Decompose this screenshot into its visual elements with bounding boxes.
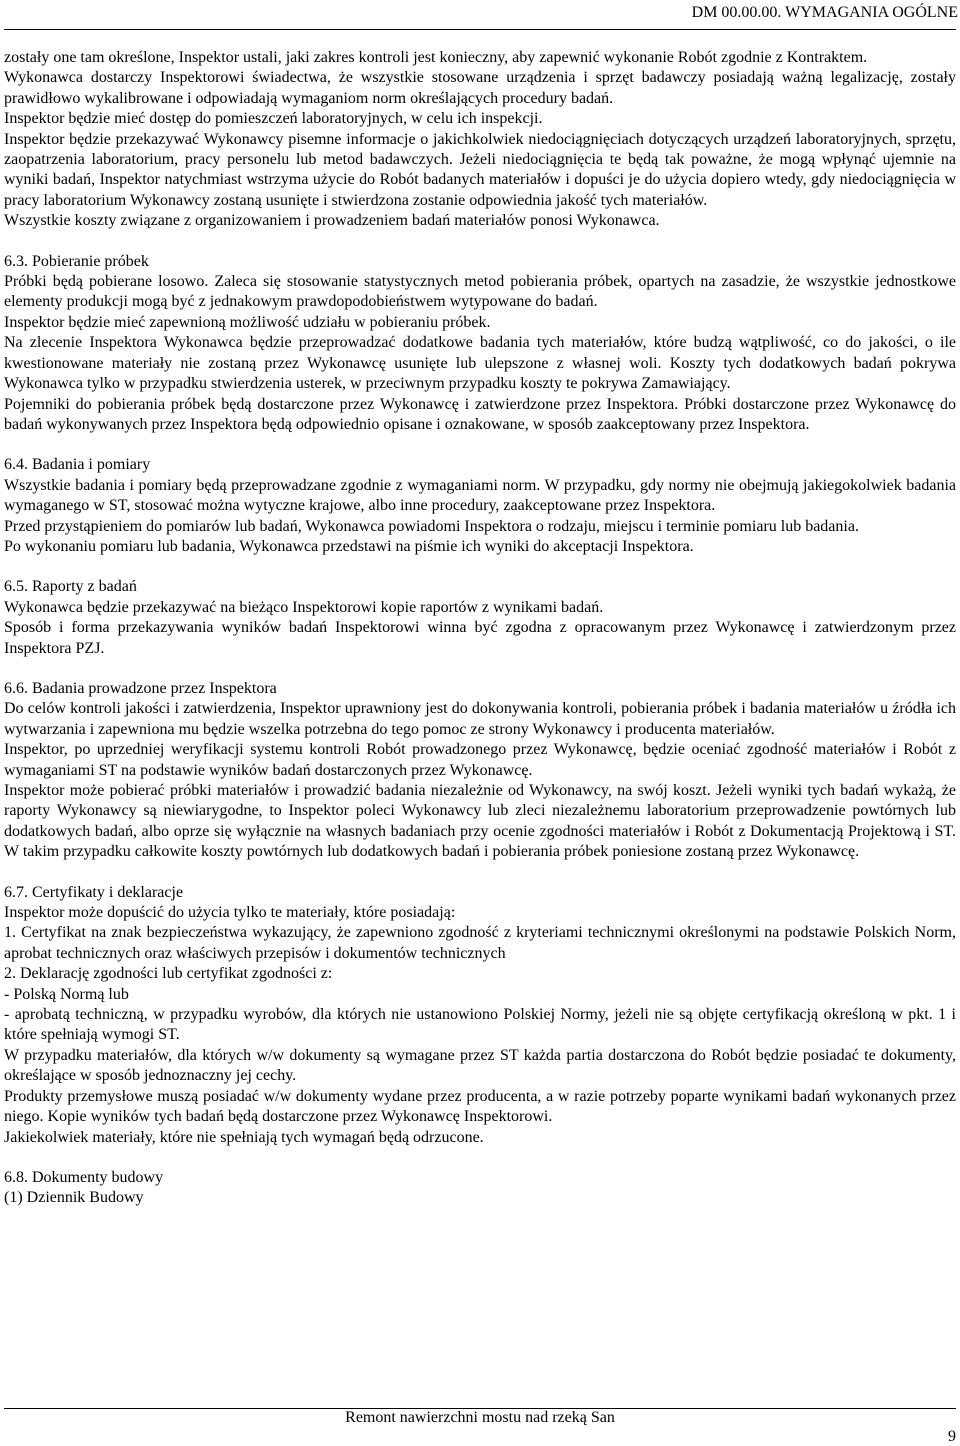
paragraph: Przed przystąpieniem do pomiarów lub badań, Wykonawca powiadomi Inspektora o rodzaju, miejscu i terminie pomiaru lub badania. — [4, 517, 859, 535]
paragraph: Inspektor, po uprzedniej weryfikacji systemu kontroli Robót prowadzonego przez Wykonawcę, będzie oceniać zgodność materiałów i Robót z wymaganiami ST na podstawie wyników badań dostarczonych przez Wykonawcę. — [4, 741, 956, 779]
paragraph: Na zlecenie Inspektora Wykonawca będzie przeprowadzać dodatkowe badania tych materiałów, które budzą wątpliwość, co do jakości, o ile kwestionowane materiały nie zostaną przez Wykonawcę usunięte lub ulepszone z własnej woli. Koszty tych dodatkowych badań pokrywa Wykonawca tylko w przypadku stwierdzenia usterek, w przeciwnym przypadku koszty te pokrywa Zamawiający. — [4, 334, 956, 393]
section-heading-6-6: 6.6. Badania prowadzone przez Inspektora — [4, 679, 277, 697]
header-divider — [4, 29, 956, 30]
paragraph: Inspektor będzie mieć dostęp do pomieszczeń laboratoryjnych, w celu ich inspekcji. — [4, 110, 543, 128]
paragraph: Jakiekolwiek materiały, które nie spełniają tych wymagań będą odrzucone. — [4, 1128, 484, 1146]
paragraph: Wykonawca będzie przekazywać na bieżąco Inspektorowi kopie raportów z wynikami badań. — [4, 598, 604, 616]
list-item: 1. Certyfikat na znak bezpieczeństwa wykazujący, że zapewniono zgodność z kryteriami technicznymi określonymi na podstawie Polskich Norm, aprobat technicznych oraz właściwych przepisów i dokumentów technicznych — [4, 924, 956, 962]
page-number: 9 — [948, 1428, 956, 1445]
list-item: - Polską Normą lub — [4, 985, 129, 1003]
paragraph: Pojemniki do pobierania próbek będą dostarczone przez Wykonawcę i zatwierdzone przez Inspektora. Próbki dostarczone przez Wykonawcę do badań wykonywanych przez Inspektora będą odpowiednio opisane i oznakowane, w sposób zaakceptowany przez Inspektora. — [4, 395, 956, 433]
paragraph: zostały one tam określone, Inspektor ustali, jaki zakres kontroli jest konieczny, aby zapewnić wykonanie Robót zgodnie z Kontraktem. — [4, 49, 868, 66]
paragraph: Wszystkie badania i pomiary będą przeprowadzane zgodnie z wymaganiami norm. W przypadku, gdy normy nie obejmują jakiegokolwiek badania wymaganego w ST, stosować można wytyczne krajowe, albo inne procedury, zaakceptowane przez Inspektora. — [4, 476, 956, 515]
section-heading-6-8: 6.8. Dokumenty budowy — [4, 1168, 164, 1186]
paragraph: Sposób i forma przekazywania wyników badań Inspektorowi winna być zgodna z opracowanym przez Wykonawcę i zatwierdzonym przez Inspektora PZJ. — [4, 619, 956, 657]
paragraph: Produkty przemysłowe muszą posiadać w/w dokumenty wydane przez producenta, a w razie potrzeby poparte wynikami badań wykonanych przez niego. Kopie wyników tych badań będą dostarczone przez Wykonawcę Inspektorowi. — [4, 1087, 956, 1126]
paragraph: Po wykonaniu pomiaru lub badania, Wykonawca przedstawi na piśmie ich wyniki do akceptacji Inspektora. — [4, 537, 694, 555]
paragraph: W przypadku materiałów, dla których w/w dokumenty są wymagane przez ST każda partia dostarczona do Robót będzie posiadać te dokumenty, określające w sposób jednoznaczny jej cechy. — [4, 1046, 956, 1085]
list-item: - aprobatą techniczną, w przypadku wyrobów, dla których nie ustanowiono Polskiej Normy, jeżeli nie są objęte certyfikacją określoną w pkt. 1 i które spełniają wymogi ST. — [4, 1006, 956, 1044]
subsection-heading: (1) Dziennik Budowy — [4, 1189, 144, 1207]
paragraph: Inspektor może pobierać próbki materiałów i prowadzić badania niezależnie od Wykonawcy, na swój koszt. Jeżeli wyniki tych badań wykażą, że raporty Wykonawcy są niewiarygodne, to Inspektor poleci Wykonawcy lub zleci niezależnemu laboratorium przeprowadzenie powtórnych lub dodatkowych badań, albo oprze się wyłącznie na własnych badaniach przy ocenie zgodności materiałów i Robót z Dokumentacją Projektową i ST. W takim przypadku całkowite koszty powtórnych lub dodatkowych badań i pobierania próbek poniesione zostaną przez Wykonawcę. — [4, 782, 956, 861]
paragraph: Do celów kontroli jakości i zatwierdzenia, Inspektor uprawniony jest do dokonywania kontroli, pobierania próbek i badania materiałów u źródła ich wytwarzania i zapewniona mu będzie wszelka potrzebna do tego pomoc ze strony Wykonawcy i producenta materiałów. — [4, 700, 956, 738]
paragraph: Próbki będą pobierane losowo. Zaleca się stosowanie statystycznych metod pobierania próbek, opartych na zasadzie, że wszystkie jednostkowe elementy produkcji mogą być z jednakowym prawdopodobieństwem wytypowane do badań. — [4, 273, 956, 311]
paragraph: Wykonawca dostarczy Inspektorowi świadectwa, że wszystkie stosowane urządzenia i sprzęt badawczy posiadają ważną legalizację, zostały prawidłowo wykalibrowane i odpowiadają wymaganiom norm określających procedury badań. — [4, 69, 956, 107]
paragraph: Inspektor będzie przekazywać Wykonawcy pisemne informacje o jakichkolwiek niedociągnięciach dotyczących urządzeń laboratoryjnych, sprzętu, zaopatrzenia laboratorium, pracy personelu lub metod badawczych. Jeżeli niedociągnięcia te będą tak poważne, że mogą wpłynąć ujemnie na wyniki badań, Inspektor natychmiast wstrzyma użycie do Robót badanych materiałów i dopuści je do użycia dopiero wtedy, gdy niedociągnięcia w pracy laboratorium Wykonawcy zostaną usunięte i stwierdzona zostanie odpowiednia jakość tych materiałów. — [4, 130, 956, 209]
list-item: 2. Deklarację zgodności lub certyfikat zgodności z: — [4, 965, 333, 983]
paragraph: Inspektor może dopuścić do użycia tylko te materiały, które posiadają: — [4, 904, 456, 922]
running-header: DM 00.00.00. WYMAGANIA OGÓLNE — [691, 4, 958, 21]
section-heading-6-7: 6.7. Certyfikaty i deklaracje — [4, 883, 184, 901]
paragraph: Wszystkie koszty związane z organizowaniem i prowadzeniem badań materiałów ponosi Wykonawca. — [4, 212, 660, 230]
running-footer: Remont nawierzchni mostu nad rzeką San — [345, 1409, 615, 1426]
document-body — [4, 48, 956, 1209]
section-heading-6-4: 6.4. Badania i pomiary — [4, 456, 151, 474]
section-heading-6-5: 6.5. Raporty z badań — [4, 578, 137, 596]
paragraph: Inspektor będzie mieć zapewnioną możliwość udziału w pobieraniu próbek. — [4, 313, 491, 331]
section-heading-6-3: 6.3. Pobieranie próbek — [4, 252, 149, 270]
